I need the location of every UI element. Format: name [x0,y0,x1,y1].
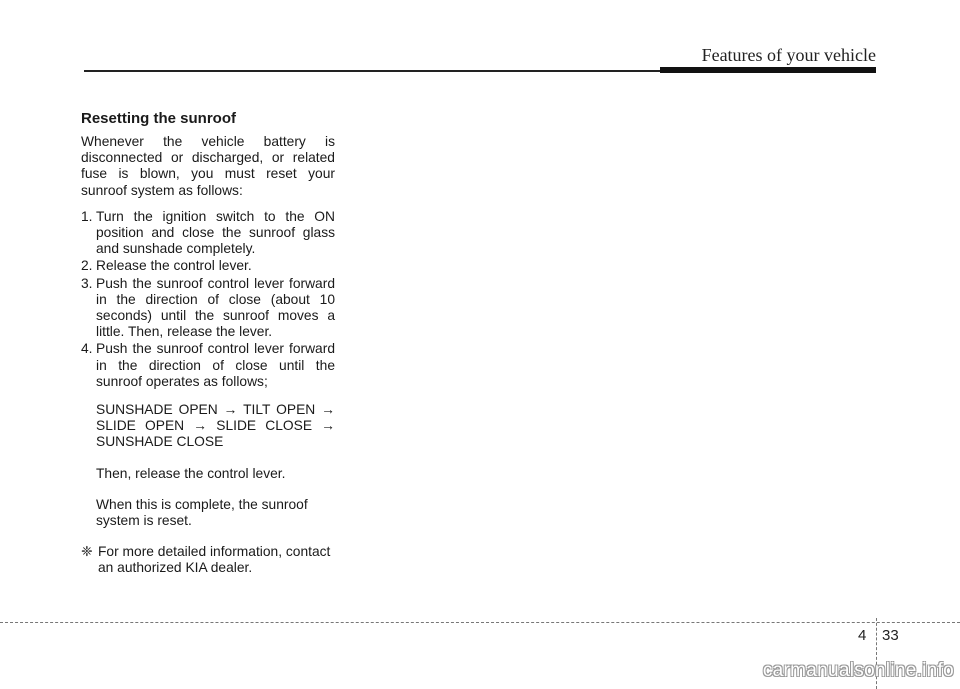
step-item [81,209,335,258]
chapter-number: 4 [858,627,867,644]
dealer-note [81,544,335,576]
step-text: Release the control lever. [96,258,252,274]
step-item [81,341,335,390]
footer-rule [0,622,960,623]
step-number: 2. [81,258,93,274]
step-number: 3. [81,275,93,291]
header-rule-accent [660,67,876,73]
steps-list [81,209,335,390]
step-text: Turn the ignition switch to the ON position and close the sunroof glass and sunshade completely. [96,208,335,257]
step-item [81,258,335,274]
completion-note: When this is complete, the sunroof system is reset. [96,496,308,529]
step-text: Push the sunroof control lever forward in the direction of close until the sunroof operates as follows; [96,341,335,389]
step-item [81,276,335,341]
step-number: 1. [81,208,93,224]
step-text: Push the sunroof control lever forward in the direction of close (about 10 seconds) until the sunroof moves a little. Then, release the lever. [96,275,335,340]
operation-sequence: SUNSHADE OPEN → TILT OPEN → SLIDE OPEN → SLIDE CLOSE → SUNSHADE CLOSE [96,402,335,450]
note-text: For more detailed information, contact an authorized KIA dealer. [98,544,331,576]
main-content [81,110,335,577]
release-instruction: Then, release the control lever. [96,465,286,481]
header-rule [84,70,660,72]
note-asterism-icon: ❈ [81,544,93,560]
step-number: 4. [81,341,93,357]
intro-paragraph: Whenever the vehicle battery is disconnected or discharged, or related fuse is blown, you must reset your sunroof system as follows: [81,134,335,198]
section-title: Resetting the sunroof [81,110,237,127]
page-header-title: Features of your vehicle [701,45,876,65]
watermark: carmanualsonline.info [762,660,954,681]
page-number: 33 [882,627,899,644]
